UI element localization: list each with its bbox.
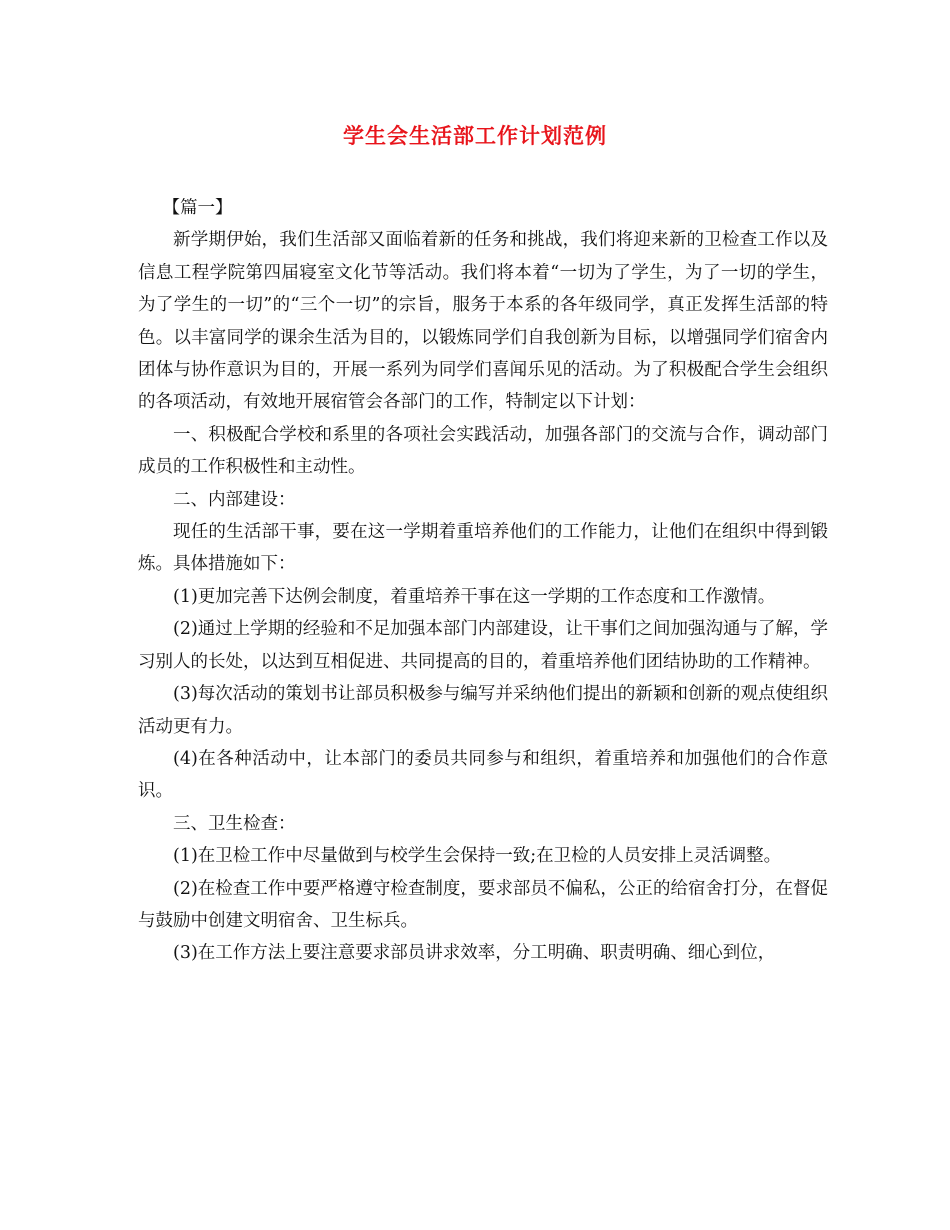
document-title: 学生会生活部工作计划范例 bbox=[343, 123, 607, 148]
paragraph-hygiene-item-1: (1)在卫检工作中尽量做到与校学生会保持一致;在卫检的人员安排上灵活调整。 bbox=[173, 846, 782, 867]
paragraph-heading-internal: 二、内部建设： bbox=[173, 489, 296, 510]
paragraph-internal-intro: 现任的生活部干事，要在这一学期着重培养他们的工作能力，让他们在组织中得到锻炼。具体措施如下： bbox=[138, 522, 828, 575]
paragraph-hygiene-item-3: (3)在工作方法上要注意要求部员讲求效率，分工明确、职责明确、细心到位， bbox=[173, 943, 776, 964]
paragraph-heading-hygiene: 三、卫生检查： bbox=[173, 813, 296, 834]
paragraph-internal-item-1: (1)更加完善下达例会制度，着重培养干事在这一学期的工作态度和工作激情。 bbox=[173, 586, 776, 607]
paragraph-internal-item-4: (4)在各种活动中，让本部门的委员共同参与和组织，着重培养和加强他们的合作意识。 bbox=[138, 748, 828, 802]
paragraph-internal-item-2: (2)通过上学期的经验和不足加强本部门内部建设，让干事们之间加强沟通与了解，学习别人的长处，以达到互相促进、共同提高的目的，着重培养他们团结协助的工作精神。 bbox=[138, 619, 828, 672]
section-heading-part-one: 【篇一】 bbox=[162, 198, 233, 218]
paragraph-internal-item-3: (3)每次活动的策划书让部员积极参与编写并采纳他们提出的新颖和创新的观点使组织活动更有力。 bbox=[138, 684, 828, 737]
paragraph-hygiene-item-2: (2)在检查工作中要严格遵守检查制度，要求部员不偏私，公正的给宿舍打分，在督促与鼓励中创建文明宿舍、卫生标兵。 bbox=[138, 878, 828, 931]
document-body bbox=[138, 192, 828, 970]
paragraph-intro: 新学期伊始，我们生活部又面临着新的任务和挑战，我们将迎来新的卫检查工作以及信息工程学院第四届寝室文化节等活动。我们将本着“一切为了学生，为了一切的学生，为了学生的一切”的“三个一切”的宗旨，服务于本系的各年级同学，真正发挥生活部的特色。以丰富同学的课余生活为目的，以锻炼同学们自我创新为目标，以增强同学们宿舍内团体与协作意识为目的，开展一系列为同学们喜闻乐见的活动。为了积极配合学生会组织的各项活动，有效地开展宿管会各部门的工作，特制定以下计划： bbox=[138, 230, 828, 413]
paragraph-point-one: 一、积极配合学校和系里的各项社会实践活动，加强各部门的交流与合作，调动部门成员的工作积极性和主动性。 bbox=[138, 424, 828, 478]
